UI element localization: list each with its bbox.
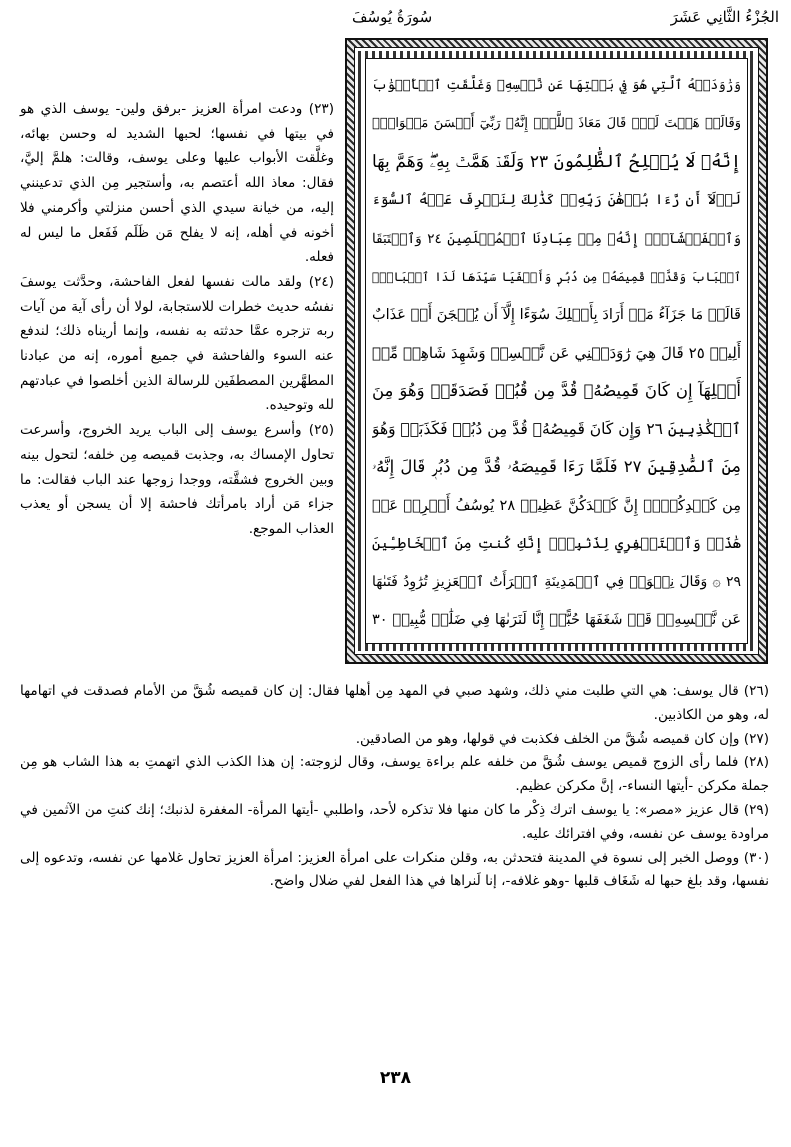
quran-line: وَرَٰوَدَتۡهُ ٱلَّتِي هُوَ فِي بَيۡتِهَا عَن نَّفۡسِهِۦ وَغَلَّقَتِ ٱلۡأَبۡوَٰبَ [372, 78, 741, 93]
quran-line: عَن نَّفۡسِهِۦۖ قَدۡ شَغَفَهَا حُبًّاۖ إِنَّا لَنَرَىٰهَا فِي ضَلَٰلٖ مُّبِينٖ ٣٠ [372, 611, 741, 628]
commentary-paragraph: (٢٦) قال يوسف: هي التي طلبت مني ذلك، وشهد صبي في المهد مِن أهلها فقال: إن كان قميصه شُقَّ من الأمام فصدقت في اتهامها له، وهو من الكاذبين. [20, 683, 769, 723]
quran-line: إِنَّهُۥ لَا يُفۡلِحُ ٱلظَّٰلِمُونَ ٢٣ وَلَقَدۡ هَمَّتۡ بِهِۦۖ وَهَمَّ بِهَا [372, 152, 741, 173]
quran-frame [345, 38, 768, 664]
quran-line: ٱلۡبَابَ وَقَدَّتۡ قَمِيصَهُۥ مِن دُبُرٖ وَأَلۡفَيَا سَيِّدَهَا لَدَا ٱلۡبَابِۚ [372, 269, 741, 284]
quran-line: مِنَ ٱلصَّٰدِقِينَ ٢٧ فَلَمَّا رَءَا قَمِيصَهُۥ قُدَّ مِن دُبُرٖ قَالَ إِنَّهُۥ [372, 457, 741, 477]
quran-verses [372, 71, 741, 635]
quran-line: مِن كَيۡدِكُنَّۖ إِنَّ كَيۡدَكُنَّ عَظِيمٞ ٢٨ يُوسُفُ أَعۡرِضۡ عَنۡ [372, 497, 741, 514]
quran-line: أَلِيمٞ ٢٥ قَالَ هِيَ رَٰوَدَتۡنِي عَن نَّفۡسِيۚ وَشَهِدَ شَاهِدٞ مِّنۡ [372, 343, 741, 362]
quran-line: وَقَالَتۡ هَيۡتَ لَكَۚ قَالَ مَعَاذَ ٱللَّهِۖ إِنَّهُۥ رَبِّيٓ أَحۡسَنَ مَثۡوَايَۖ [372, 116, 741, 132]
commentary-paragraph: (٢٥) وأسرع يوسف إلى الباب يريد الخروج، وأسرعت تحاول الإمساك به، وجذبت قميصه مِن خلفه؛ لتحول بينه وبين الخروج فشقَّته، ووجدا زوجها عند الباب فقالت: ما جزاء مَن أراد بامرأتك فاحشة إلا أن يسجن أو يعذب العذاب الموجع. [20, 422, 334, 537]
quran-line: قَالَتۡ مَا جَزَآءُ مَنۡ أَرَادَ بِأَهۡلِكَ سُوٓءًا إِلَّآ أَن يُسۡجَنَ أَوۡ عَذَابٌ [372, 306, 741, 323]
quran-line: وَٱلۡفَحۡشَآءَۚ إِنَّهُۥ مِنۡ عِبَادِنَا ٱلۡمُخۡلَصِينَ ٢٤ وَٱسۡتَبَقَا [372, 230, 741, 247]
quran-text-area [365, 58, 748, 644]
quran-line: ٢٩ ۞ وَقَالَ نِسۡوَةٞ فِي ٱلۡمَدِينَةِ ٱمۡرَأَتُ ٱلۡعَزِيزِ تُرَٰوِدُ فَتَىٰهَا [372, 573, 741, 590]
frame-border [354, 47, 759, 655]
quran-line: أَهۡلِهَآ إِن كَانَ قَمِيصُهُۥ قُدَّ مِن قُبُلٖ فَصَدَقَتۡ وَهُوَ مِنَ [372, 381, 741, 401]
commentary-paragraph: (٣٠) ووصل الخبر إلى نسوة في المدينة فتحدثن به، وقلن منكرات على امرأة العزيز: امرأة العزيز تحاول غلامها عن نفسه، وتدعوه إلى نفسها، وقد بلغ حبها له شَغَاف قلبها -وهو غلافه-، إنا لَنراها في هذا الفعل لفي ضلال واضح. [20, 849, 769, 890]
quran-line: هَٰذَاۚ وَٱسۡتَغۡفِرِي لِذَنۢبِكِۖ إِنَّكِ كُنتِ مِنَ ٱلۡخَاطِـِٔينَ [372, 535, 741, 552]
quran-line: لَوۡلَآ أَن رَّءَا بُرۡهَٰنَ رَبِّهِۦۚ كَذَٰلِكَ لِنَصۡرِفَ عَنۡهُ ٱلسُّوٓءَ [372, 192, 741, 209]
commentary-paragraph: (٢٧) وإن كان قميصه شُقَّ من الخلف فكذبت في قولها، وهو من الصادقين. [355, 730, 769, 747]
side-commentary [20, 97, 334, 542]
commentary-paragraph: (٢٩) قال عزيز «مصر»: يا يوسف اترك ذِكْر ما كان منها فلا تذكره لأحد، واطلبي -أيتها المرأة- المغفرة لذنبك؛ إنك كنتِ من الآثمين في مراودة يوسف عن نفسه، وفي افترائك عليه. [20, 801, 769, 842]
quran-line: ٱلۡكَٰذِبِينَ ٢٦ وَإِن كَانَ قَمِيصُهُۥ قُدَّ مِن دُبُرٖ فَكَذَبَتۡ وَهُوَ [372, 420, 741, 439]
commentary-paragraph: (٢٤) ولقد مالت نفسها لفعل الفاحشة، وحدَّثت يوسفَ نفسُه حديث خطرات للاستجابة، لولا أن رأى آية من آيات ربه تزجره عمَّا حدثته به نفسه، وإنما أريناه ذلك؛ لندفع عنه السوء والفاحشة في جميع أموره، إنه من عبادنا المطهَّرين المصطفَين للرسالة الذين أخلصوا في عبادتهم لله وتوحيده. [20, 273, 334, 414]
commentary-paragraph: (٢٨) فلما رأى الزوج قميص يوسف شُقَّ من خلفه علم براءة يوسف، وقال لزوجته: إن هذا الكذب الذي اتهمتِ به هذا الشاب هو مِن جملة مكركن -أيتها النساء-، إنَّ مكركن عظيم. [20, 754, 769, 795]
surah-header: سُورَةُ يُوسُفَ [352, 8, 433, 26]
commentary-paragraph: (٢٣) ودعت امرأة العزيز -برفق ولين- يوسف الذي هو في بيتها في نفسها؛ لحبها الشديد له وحسن بهائه، وغلَّقت الأبواب عليها وعلى يوسف، وقالت: هلمَّ إليَّ، فقال: معاذ الله أعتصم به، وأستجير مِن الذي تدعينني إليه، من خيانة سيدي الذي أحسن منزلتي وأكرمني فلا أخونه في أهله، إنه لا يفلح مَن ظَلَم فَفَعل ما ليس له فعله. [20, 101, 334, 266]
bottom-commentary [20, 680, 769, 894]
page-number: ٢٣٨ [379, 1068, 412, 1088]
juz-header: الجُزْءُ الثَّانِي عَشَرَ [670, 8, 779, 26]
